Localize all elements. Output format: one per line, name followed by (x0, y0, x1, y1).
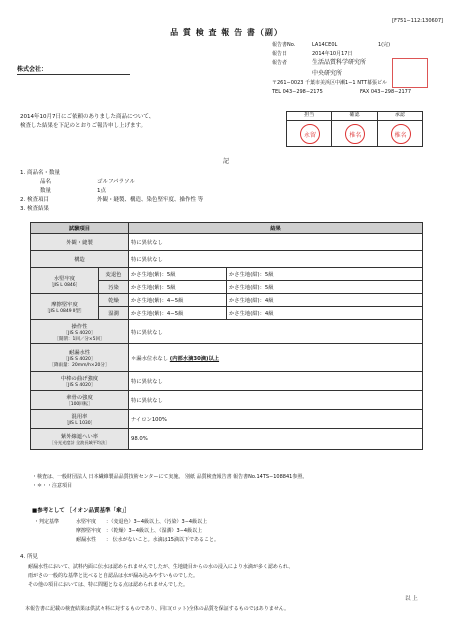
seal-label-kakunin: 確認 (332, 112, 377, 120)
row-structure-result: 特に異状なし (129, 251, 423, 268)
note-1: ・検査は、一般財団法人 日本繊維製品品質技術センターにて実施。 別紙 品質検査報告書 報告書No.14TS−108841参照。 (32, 474, 308, 480)
rub-std: ［JIS L 0849 Ⅱ型］ (44, 308, 85, 314)
row-op (31, 320, 129, 344)
water-b-r2: かさ生地(紺)：5級 (227, 281, 423, 294)
recipient-underline (17, 74, 130, 75)
footer-disclaimer: 本報告書に記載の検査結果は供試々料に対するものであり、同口(ロット)全体の品質を保証するものではありません。 (25, 606, 290, 612)
bend-result: 特に異状なし (129, 372, 423, 391)
rib-std: ［100回転］ (66, 402, 93, 407)
op-std: ［JIS S 4020］ (63, 330, 96, 336)
row-rub-a: 乾燥 (99, 294, 129, 307)
ref-r2-key: 摩擦堅牢度 (76, 528, 102, 534)
opinion-line-2: 雨がさの一般的な基準と比べると自認品は水が漏み込みやすいものでした。 (28, 573, 199, 579)
mix-label: 混用率 (71, 414, 88, 420)
results-table (30, 222, 423, 450)
ref-r2-val: ：（乾燥）3−4級以上、（湿潤）3−4級以上 (106, 528, 203, 534)
row-structure: 構造 (31, 251, 129, 268)
header-item: 試験項目 (31, 223, 129, 234)
company-stamp (392, 58, 428, 88)
table-row (31, 410, 423, 429)
leak-label: 耐漏水性 (68, 349, 91, 356)
intro-line-2: 検査した結果を下記のとおりご報告申し上げます。 (20, 123, 147, 129)
ref-r3-key: 耐漏水性 (76, 537, 97, 543)
note-2: ・＊・・注意項目 (32, 483, 73, 489)
leak-r2: (内部水滴30滴)以上 (169, 355, 220, 362)
row-water-a: 変退色 (99, 268, 129, 281)
uv-std: ［分光光度計 全波長域平均法］ (49, 440, 110, 445)
row-bend (31, 372, 129, 391)
report-no-label: 報告書No. (272, 42, 296, 48)
rub-label: 摩擦堅牢度 (51, 301, 78, 308)
mix-result: ナイロン100% (129, 410, 423, 429)
seal-shonin: 椎名 (391, 124, 411, 144)
table-row (31, 268, 423, 281)
ref-title: ■参考として ［イオン品質基準「傘」］ (32, 508, 130, 514)
ki-heading: 記 (223, 158, 230, 165)
item-name-label: 品名 (40, 179, 52, 185)
seal-label-shonin: 承認 (394, 112, 405, 118)
row-water (31, 268, 99, 294)
section-2-value: 外観・縫製、構造、染色堅牢度、操作性 等 (97, 197, 204, 203)
closing-ijo: 以 上 (405, 596, 418, 602)
report-fax: FAX 043−298−2177 (360, 89, 412, 95)
table-header-row (31, 223, 423, 234)
opinion-title: 4. 所見 (20, 554, 38, 560)
doc-code: [F751−112:130607] (392, 18, 443, 24)
rib-result: 特に異状なし (129, 391, 423, 410)
row-leak (31, 344, 129, 372)
mix-std: ［JIS L 1030］ (63, 421, 96, 426)
ref-r1-key: 水堅牢度 (76, 519, 97, 525)
water-label: 水堅牢度 (53, 275, 76, 282)
item-qty-label: 数量 (40, 188, 52, 194)
water-std: ［JIS L 0846］ (48, 282, 81, 288)
section-1: 1. 商品名・数量 (20, 170, 60, 176)
row-appearance-result: 特に異状なし (129, 234, 423, 251)
report-no-value: LA14CE0L (312, 42, 338, 48)
report-tel: TEL 043−298−2175 (272, 89, 323, 95)
opinion-line-1: 耐漏水性において、試料内面に伝水は認められませんでしたが、生地縫目からの水の浸入により水滴が多く認められ、 (28, 564, 294, 570)
seal-label-tanto: 担当 (287, 112, 332, 120)
ref-r1-val: ：（変退色）3−4級以上、（汚染）3−4級以上 (106, 519, 208, 525)
report-issuer-dept: 中央研究所 (312, 70, 343, 77)
report-issuer-name: 生活品質科学研究所 (312, 59, 367, 66)
leak-result (129, 344, 423, 372)
rib-label: 傘骨の強度 (66, 395, 93, 401)
leak-note: ［降雨量：20mm/h×20分］ (49, 362, 110, 368)
water-a-r1: かさ生地(紫)：5級 (129, 268, 227, 281)
item-qty-value: 1点 (97, 188, 106, 194)
table-row (31, 320, 423, 344)
report-date-label: 報告日 (272, 51, 288, 57)
op-result: 特に異状なし (129, 320, 423, 344)
page-title: 品 質 検 査 報 告 書（副） (170, 28, 283, 37)
table-row (31, 234, 423, 251)
seal-tanto: 永留 (300, 124, 320, 144)
row-uv (31, 429, 129, 450)
section-2: 2. 検査項目 (20, 197, 49, 203)
water-b-r1: かさ生地(紫)：5級 (129, 281, 227, 294)
ref-r3-val: ： 伝水がないこと。水滴は15滴以下であること。 (106, 537, 219, 543)
report-address: 〒261−0023 千葉市美浜区中瀬1−1 NTT幕張ビル (272, 80, 387, 86)
table-row (31, 372, 423, 391)
report-date-value: 2014年10月17日 (312, 51, 353, 57)
op-note: ［開閉：1回／分×5回］ (54, 336, 105, 342)
bend-std: ［JIS S 4020］ (63, 383, 96, 388)
rub-b-r2: かさ生地(紺)：4級 (227, 307, 423, 320)
row-rub (31, 294, 99, 320)
row-mix (31, 410, 129, 429)
leak-std: ［JIS S 4020］ (63, 356, 96, 362)
report-copy-note: 1(完) (378, 42, 391, 48)
approval-box (286, 111, 423, 147)
table-row (31, 391, 423, 410)
row-rub-b: 湿潤 (99, 307, 129, 320)
uv-result: 98.0% (129, 429, 423, 450)
section-3: 3. 検査結果 (20, 206, 49, 212)
recipient: 株式会社： (17, 66, 48, 73)
leak-r1: ＊漏水位水なし (131, 355, 169, 362)
row-water-b: 汚染 (99, 281, 129, 294)
row-appearance: 外観・縫製 (31, 234, 129, 251)
row-rib (31, 391, 129, 410)
water-a-r2: かさ生地(紺)：5級 (227, 268, 423, 281)
rub-a-r1: かさ生地(紫)：4−5級 (129, 294, 227, 307)
table-row (31, 344, 423, 372)
table-row (31, 251, 423, 268)
header-result: 結果 (129, 223, 423, 234)
table-row (31, 294, 423, 307)
op-label: 操作性 (71, 323, 88, 330)
rub-a-r2: かさ生地(紺)：4級 (227, 294, 423, 307)
rub-b-r1: かさ生地(紫)：4−5級 (129, 307, 227, 320)
bend-label: 中棒の曲げ強度 (60, 376, 99, 382)
table-row (31, 429, 423, 450)
report-issuer-label: 報告者 (272, 60, 288, 66)
seal-kakunin: 椎名 (345, 124, 365, 144)
item-name-value: ゴルフパラソル (97, 179, 136, 185)
intro-line-1: 2014年10月7日にご依頼のありました商品について、 (20, 114, 155, 120)
opinion-line-3: その他の項目においては、特に問題となる点は認められませんでした。 (28, 582, 189, 588)
ref-label: ・判定基準 (34, 519, 60, 525)
uv-label: 紫外線遮へい率 (60, 434, 99, 440)
